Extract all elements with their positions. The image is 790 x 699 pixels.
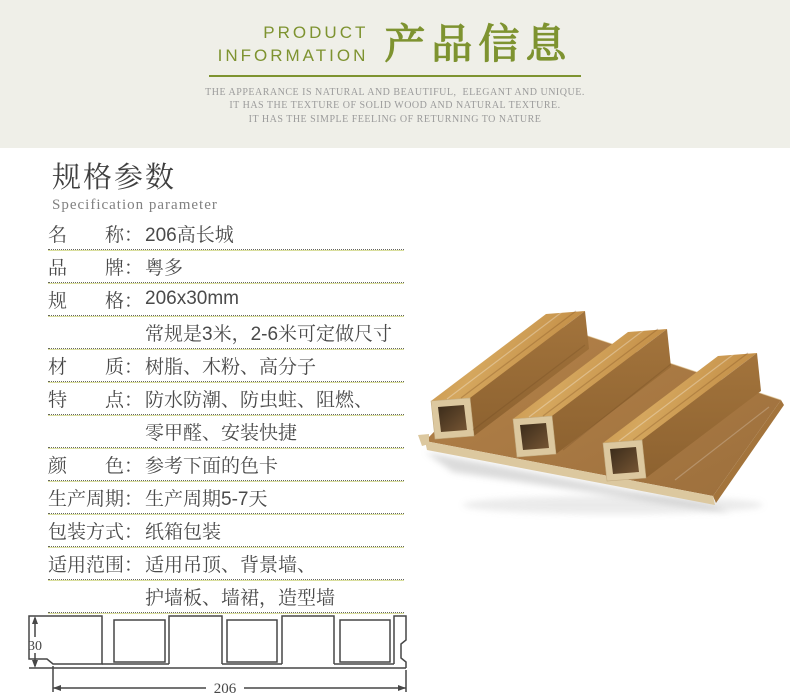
spec-heading-en: Specification parameter — [52, 197, 218, 213]
spec-row-value: 参考下面的色卡 — [145, 455, 279, 477]
spec-row-features-note — [48, 415, 404, 448]
spec-heading-block — [52, 155, 218, 214]
profile-cross-section-drawing — [26, 603, 424, 697]
tagline-line-2: IT HAS THE TEXTURE OF SOLID WOOD AND NATURAL TEXTURE. — [229, 100, 561, 112]
spec-heading-cn: 规格参数 — [52, 162, 177, 194]
spec-row-label: 特 点： — [48, 389, 144, 411]
product-title-en-line2: INFORMATION — [217, 45, 369, 65]
product-title-cn: 产品信息 — [384, 21, 573, 68]
spec-row-label: 颜 色： — [48, 455, 144, 477]
header-title-block — [0, 0, 790, 68]
product-photo-wood-panel — [413, 300, 788, 528]
spec-row-label: 品 牌： — [48, 257, 144, 279]
spec-row-value: 生产周期5-7天 — [145, 488, 268, 510]
spec-row-color — [48, 448, 404, 481]
spec-row-label: 名 称： — [48, 224, 144, 246]
spec-row-value: 206高长城 — [145, 224, 234, 246]
dimension-arrowheads — [32, 616, 406, 691]
spec-row-label: 规 格： — [48, 290, 144, 312]
spec-row-value: 206x30mm — [145, 288, 239, 309]
spec-row-value: 纸箱包装 — [145, 521, 222, 543]
spec-row-value: 适用吊顶、背景墙、 — [145, 554, 317, 576]
panel-tube-2-hollow — [520, 423, 549, 450]
spec-row-leadtime — [48, 481, 404, 514]
spec-row-brand — [48, 250, 404, 283]
spec-row-packing — [48, 514, 404, 547]
spec-row-value: 粤多 — [145, 257, 184, 279]
spec-row-material — [48, 349, 404, 382]
tagline-line-3: IT HAS THE SIMPLE FEELING OF RETURNING TO NATURE — [248, 113, 542, 125]
panel-tube-1-hollow — [438, 405, 467, 432]
spec-row-label: 适用范围： — [48, 554, 144, 576]
dim-width-label: 206 — [213, 681, 237, 697]
header-divider — [209, 75, 581, 77]
spec-table — [48, 217, 404, 613]
spec-row-label: 材 质： — [48, 356, 144, 378]
spec-row-value: 护墙板、墙裙，造型墙 — [145, 587, 336, 609]
tagline-line-1: THE APPEARANCE IS NATURAL AND BEAUTIFUL, ELEGANT AND UNIQUE. — [205, 86, 585, 98]
dim-height-label: 30 — [28, 639, 42, 654]
spec-row-value: 零甲醛、安装快捷 — [145, 422, 298, 444]
panel-left-lip — [418, 434, 429, 446]
product-title-en-line1: PRODUCT — [263, 23, 369, 42]
spec-row-value: 防水防潮、防虫蛀、阻燃、 — [145, 389, 374, 411]
spec-row-name — [48, 217, 404, 250]
page-header — [0, 0, 790, 148]
spec-row-value: 常规是3米，2-6米可定做尺寸 — [145, 323, 393, 345]
spec-row-size — [48, 283, 404, 316]
spec-row-value: 树脂、木粉、高分子 — [145, 356, 317, 378]
spec-row-application — [48, 547, 404, 580]
panel-tube-3-hollow — [610, 447, 639, 474]
spec-row-label: 包装方式： — [48, 521, 144, 543]
spec-row-size-note — [48, 316, 404, 349]
product-title-en — [218, 22, 369, 68]
spec-row-features — [48, 382, 404, 415]
spec-row-label: 生产周期： — [48, 488, 144, 510]
